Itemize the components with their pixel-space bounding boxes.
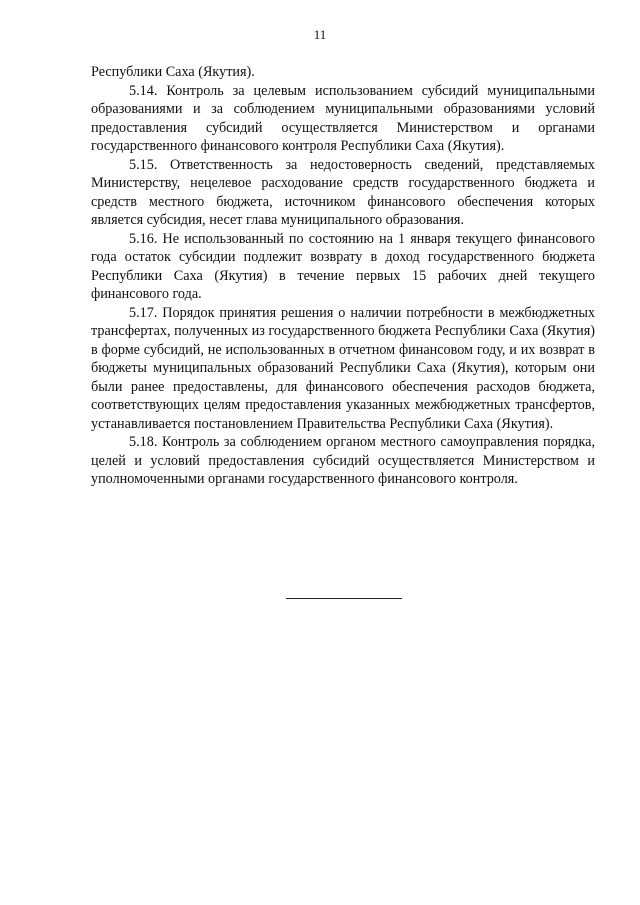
end-separator-line bbox=[286, 598, 402, 599]
paragraph-5-16: 5.16. Не использованный по состоянию на 1 января текущего финансового года остаток субсидии подлежит возврату в доход государственного бюджета Республики Саха (Якутия) в течение первых 15 рабочих дней текущего финансового года. bbox=[91, 230, 595, 302]
page-number: 11 bbox=[313, 27, 327, 42]
paragraph-5-15: 5.15. Ответственность за недостоверность сведений, представляемых Министерству, нецелевое расходование средств государственного бюджета и средств местного бюджета, источником финансового обеспечения которых является субсидия, несет глава муниципального образования. bbox=[91, 156, 595, 228]
paragraph-5-18: 5.18. Контроль за соблюдением органом местного самоуправления порядка, целей и условий предоставления субсидий осуществляется Министерством и уполномоченными органами государственного финансового контроля. bbox=[91, 434, 595, 487]
paragraph-5-17: 5.17. Порядок принятия решения о наличии потребности в межбюджетных трансфертах, полученных из государственного бюджета Республики Саха (Якутия) в форме субсидий, не использованных в отчетном финансовом году, и их возврат в бюджеты муниципальных образований Республики Саха (Якутия), которым они были ранее предоставлены, для финансового обеспечения расходов бюджета, соответствующих целям предоставления указанных межбюджетных трансфертов, устанавливается постановлением Правительства Республики Саха (Якутия). bbox=[91, 304, 595, 432]
paragraph-continuation: Республики Саха (Якутия). bbox=[91, 64, 255, 80]
paragraph-5-14: 5.14. Контроль за целевым использованием субсидий муниципальными образованиями и за соблюдением муниципальными образованиями условий предоставления субсидий осуществляется Министерством и органами государственного финансового контроля Республики Саха (Якутия). bbox=[91, 82, 595, 154]
document-body bbox=[91, 63, 595, 489]
